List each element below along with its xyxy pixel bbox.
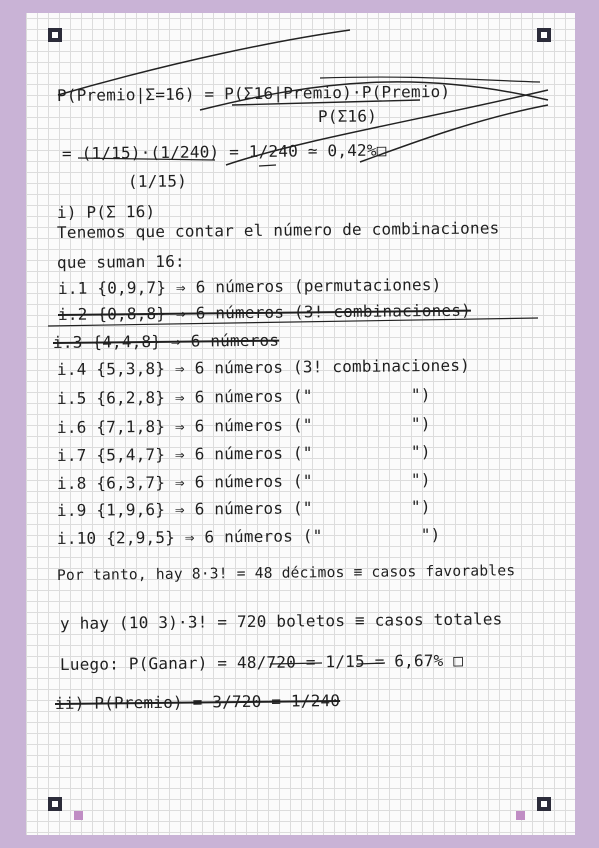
text-line-8: i.1 {0,9,7} ⇒ 6 números (permutaciones)	[57, 274, 442, 298]
text-line-5: i) P(Σ 16)	[56, 201, 156, 222]
text-line-20: Luego: P(Ganar) = 48/720 = 1/15 = 6,67% □	[59, 650, 464, 674]
text-line-10: i.3 {4,4,8} ⇒ 6 números	[52, 330, 280, 352]
text-line-21: ii) P(Premio) = 3/720 = 1/240	[54, 691, 341, 713]
text-line-11: i.4 {5,3,8} ⇒ 6 números (3! combinaciones)	[56, 355, 471, 379]
text-line-14: i.7 {5,4,7} ⇒ 6 números (" ")	[56, 442, 431, 465]
text-line-12: i.5 {6,2,8} ⇒ 6 números (" ")	[56, 385, 431, 408]
text-line-13: i.6 {7,1,8} ⇒ 6 números (" ")	[56, 414, 431, 437]
text-line-3: = (1/15)·(1/240) = 1/240 ≃ 0,42%□	[61, 140, 387, 163]
text-line-7: que suman 16:	[56, 251, 185, 272]
text-line-2: P(Σ16)	[317, 106, 378, 126]
text-line-9: i.2 {0,8,8} ⇒ 6 números (3! combinaciones)	[57, 300, 472, 324]
text-line-16: i.9 {1,9,6} ⇒ 6 números (" ")	[56, 497, 431, 520]
text-line-18: Por tanto, hay 8·3! = 48 décimos ≡ casos favorables	[56, 562, 516, 584]
text-line-19: y hay (10 3)·3! = 720 boletos ≡ casos totales	[59, 609, 503, 633]
text-line-6: Tenemos que contar el número de combinaciones	[56, 218, 500, 242]
text-line-15: i.8 {6,3,7} ⇒ 6 números (" ")	[56, 470, 431, 493]
text-line-1: P(Premio|Σ=16) = P(Σ16|Premio)·P(Premio)	[56, 81, 451, 105]
text-line-17: i.10 {2,9,5} ⇒ 6 números (" ")	[56, 524, 441, 548]
text-line-4: (1/15)	[127, 171, 188, 191]
